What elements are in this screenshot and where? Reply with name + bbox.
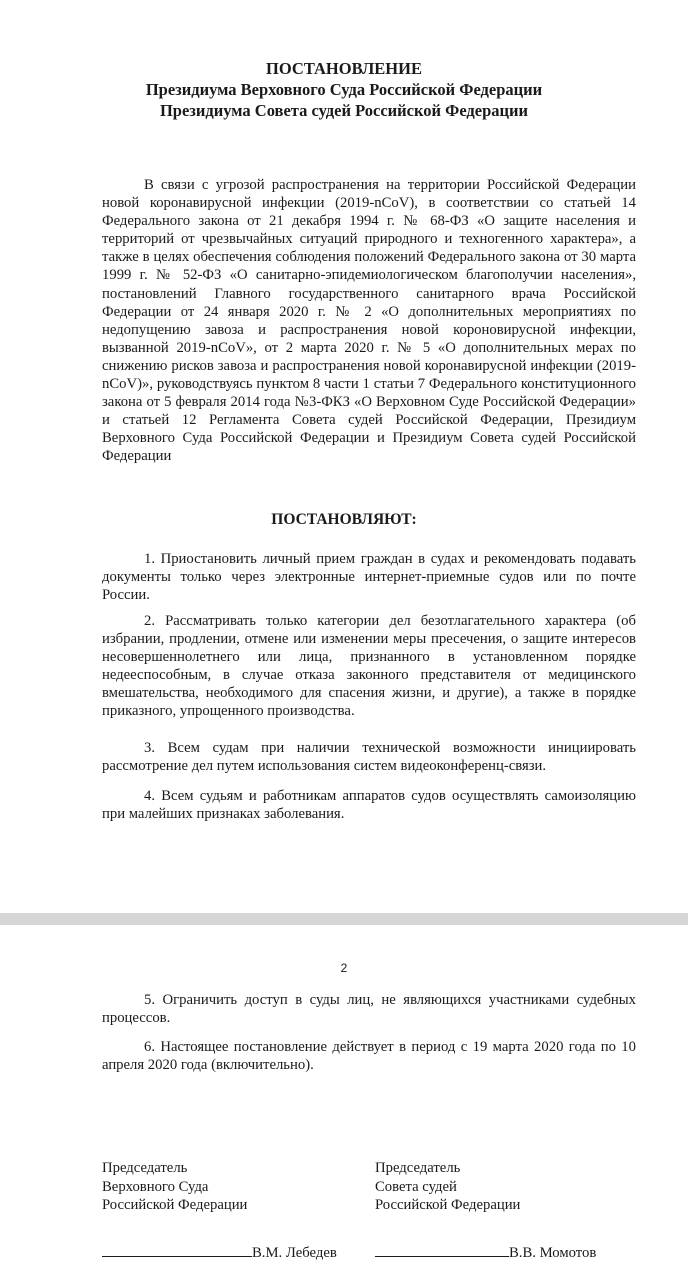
signature-left-title: Председатель bbox=[102, 1160, 188, 1176]
signature-right-body: Совета судей bbox=[375, 1178, 457, 1195]
signature-right-title: Председатель bbox=[375, 1160, 461, 1176]
signature-left-country: Российской Федерации bbox=[102, 1197, 248, 1214]
document-subtitle-2: Президиума Совета судей Российской Федерации bbox=[159, 101, 529, 120]
signatory-name-left: В.М. Лебедев bbox=[252, 1245, 337, 1261]
signature-block-right bbox=[375, 1159, 520, 1215]
decision-item-3: 3. Всем судам при наличии технической возможности инициировать рассмотрение дел путем использования систем видеоконференц-связи. bbox=[102, 740, 636, 775]
decision-item-2: 2. Рассматривать только категории дел безотлагательного характера (об избрании, продлении, отмене или изменении меры пресечения, о защите интересов несовершеннолетнего или лица, признанного в установленном порядке недееспособным, в случае отказа законного представителя от медицинского вмешательства, необходимого для спасения жизни, и другие), а также в порядке приказного, упрощенного производства. bbox=[102, 613, 636, 720]
signature-left-body: Верховного Суда bbox=[102, 1178, 209, 1195]
document-subtitle-1: Президиума Верховного Суда Российской Федерации bbox=[145, 80, 543, 99]
signature-underline bbox=[375, 1244, 509, 1257]
signature-line-left bbox=[102, 1244, 337, 1262]
signature-underline bbox=[102, 1244, 252, 1257]
decision-item-1: 1. Приостановить личный прием граждан в судах и рекомендовать подавать документы только через электронные интернет-приемные судов или по почте России. bbox=[102, 551, 636, 604]
signature-right-country: Российской Федерации bbox=[375, 1197, 521, 1214]
document-page-2 bbox=[0, 925, 688, 1280]
signature-block-left bbox=[102, 1159, 247, 1215]
signatory-name-right: В.В. Момотов bbox=[509, 1245, 597, 1261]
preamble-paragraph: В связи с угрозой распространения на территории Российской Федерации новой коронавирусной инфекции (2019-nCoV), в соответствии со статьей 14 Федерального закона от 21 декабря 1994 г. № 68-ФЗ «О защите населения и территорий от чрезвычайных ситуаций природного и техногенного характера», а также в целях обеспечения соблюдения положений Федерального закона от 30 марта 1999 г. № 52-ФЗ «О санитарно-эпидемиологическом благополучии населения», постановлений Главного государственного санитарного врача Российской Федерации от 24 января 2020 г. № 2 «О дополнительных мероприятиях по недопущению завоза и распространения новой короновирусной инфекции, вызванной 2019-nCoV», от 2 марта 2020 г. № 5 «О дополнительных мерах по снижению рисков завоза и распространения новой коронавирусной инфекции (2019-nCoV)», руководствуясь пунктом 8 части 1 статьи 7 Федерального конституционного закона от 5 февраля 2014 года №3-ФКЗ «О Верховном Суде Российской Федерации» и статьей 12 Регламента Совета судей Российской Федерации, Президиум Верховного Суда Российской Федерации и Президиум Совета судей Российской Федерации bbox=[102, 177, 636, 465]
decision-item-5: 5. Ограничить доступ в суды лиц, не являющихся участниками судебных процессов. bbox=[102, 992, 636, 1027]
signature-line-right bbox=[375, 1244, 596, 1262]
page-separator bbox=[0, 913, 688, 925]
decision-item-4: 4. Всем судьям и работникам аппаратов судов осуществлять самоизоляцию при малейших признаках заболевания. bbox=[102, 788, 636, 823]
decision-heading: ПОСТАНОВЛЯЮТ: bbox=[271, 511, 417, 528]
page-number: 2 bbox=[340, 961, 348, 975]
document-title: ПОСТАНОВЛЕНИЕ bbox=[266, 59, 422, 78]
decision-item-6: 6. Настоящее постановление действует в период с 19 марта 2020 года по 10 апреля 2020 года (включительно). bbox=[102, 1039, 636, 1074]
